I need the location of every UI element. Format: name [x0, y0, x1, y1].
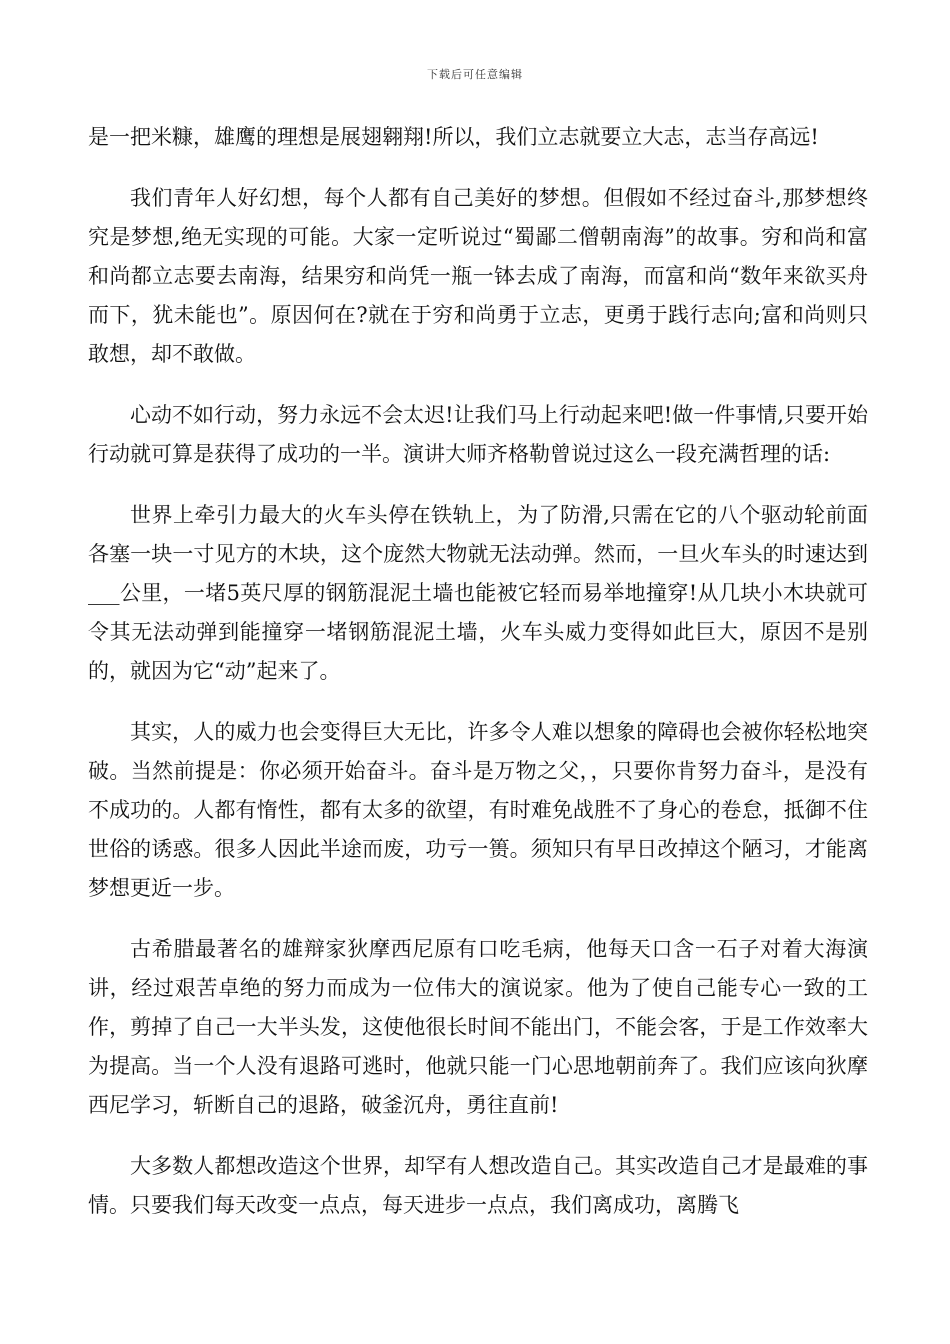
- paragraph-3: 心动不如行动，努力永远不会太迟!让我们马上行动起来吧!做一件事情,只要开始行动就可算是获得了成功的一半。演讲大师齐格勒曾说过这么一段充满哲理的话:: [88, 403, 868, 466]
- paragraph-2: 我们青年人好幻想，每个人都有自己美好的梦想。但假如不经过奋斗,那梦想终究是梦想,绝无实现的可能。大家一定听说过“蜀鄙二僧朝南海”的故事。穷和尚和富和尚都立志要去南海，结果穷和尚凭一瓶一钵去成了南海，而富和尚“数年来欲买舟而下，犹未能也”。原因何在?就在于穷和尚勇于立志，更勇于践行志向;富和尚则只敢想，却不敢做。: [88, 186, 868, 366]
- paragraph-5: 其实，人的威力也会变得巨大无比，许多令人难以想象的障碍也会被你轻松地突破。当然前提是：你必须开始奋斗。奋斗是万物之父，，只要你肯努力奋斗，是没有不成功的。人都有惰性，都有太多的欲望，有时难免战胜不了身心的卷怠，抵御不住世俗的诱惑。很多人因此半途而废，功亏一篑。须知只有早日改掉这个陋习，才能离梦想更近一步。: [88, 720, 868, 900]
- page-header: 下载后可任意编辑: [427, 68, 523, 81]
- paragraph-4: 世界上牵引力最大的火车头停在铁轨上，为了防滑,只需在它的八个驱动轮前面各塞一块一寸见方的木块，这个庞然大物就无法动弹。然而，一旦火车头的时速达到 ___公里，一堵5英尺厚的钢筋混泥土墙也能被它轻而易举地撞穿!从几块小木块就可令其无法动弹到能撞穿一堵钢筋混泥土墙，火车头威力变得如此巨大，原因不是别的，就因为它“动”起来了。: [88, 503, 868, 683]
- document-body: [88, 118, 868, 1247]
- paragraph-1: 是一把米糠，雄鹰的理想是展翅翱翔!所以，我们立志就要立大志，志当存高远!: [88, 125, 819, 149]
- paragraph-7: 大多数人都想改造这个世界，却罕有人想改造自己。其实改造自己才是最难的事情。只要我们每天改变一点点，每天进步一点点，我们离成功，离腾飞: [88, 1154, 868, 1217]
- paragraph-6: 古希腊最著名的雄辩家狄摩西尼原有口吃毛病，他每天口含一石子对着大海演讲，经过艰苦卓绝的努力而成为一位伟大的演说家。他为了使自己能专心一致的工作，剪掉了自己一大半头发，这使他很长时间不能出门，不能会客，于是工作效率大为提高。当一个人没有退路可逃时，他就只能一门心思地朝前奔了。我们应该向狄摩西尼学习，斩断自己的退路，破釜沉舟，勇往直前!: [88, 937, 868, 1117]
